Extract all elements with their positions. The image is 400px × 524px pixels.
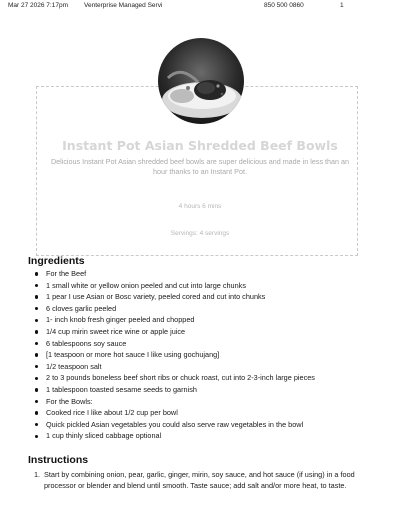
ingredient-item: 1 cup thinly sliced cabbage optional bbox=[34, 430, 315, 442]
step-text: Start by combining onion, pear, garlic, ginger, mirin, soy sauce, and hot sauce (if using) in a food processor or blender and blend until smooth. Taste sauce; add salt and/or more heat, to taste. bbox=[44, 470, 355, 490]
fax-page-number: 1 bbox=[340, 2, 344, 9]
ingredients-heading: Ingredients bbox=[28, 255, 85, 267]
ingredient-item: 1 tablespoon toasted sesame seeds to garnish bbox=[34, 384, 315, 396]
beef-bowl-photo-icon bbox=[158, 38, 244, 124]
instruction-step bbox=[34, 469, 370, 491]
recipe-servings: Servings: 4 servings bbox=[170, 230, 230, 237]
ingredient-item: 1 pear I use Asian or Bosc variety, peeled cored and cut into chunks bbox=[34, 291, 315, 303]
fax-date: Mar 27 2026 7:17pm bbox=[8, 2, 68, 9]
instructions-list bbox=[34, 469, 370, 491]
instructions-heading: Instructions bbox=[28, 454, 89, 466]
ingredients-list bbox=[34, 268, 315, 442]
recipe-time: 4 hours 6 mins bbox=[178, 203, 222, 210]
ingredient-item: For the Bowls: bbox=[34, 396, 315, 408]
recipe-description: Delicious Instant Pot Asian shredded beef bowls are super delicious and made in less than an hour thanks to an Instant Pot. bbox=[50, 157, 350, 176]
ingredient-item: Quick pickled Asian vegetables you could also serve raw vegetables in the bowl bbox=[34, 419, 315, 431]
ingredient-item: 1 small white or yellow onion peeled and cut into large chunks bbox=[34, 280, 315, 292]
recipe-title: Instant Pot Asian Shredded Beef Bowls bbox=[62, 138, 338, 153]
ingredient-item: 1/2 teaspoon salt bbox=[34, 361, 315, 373]
recipe-photo bbox=[158, 38, 244, 124]
ingredient-item: [1 teaspoon or more hot sauce I like using gochujang] bbox=[34, 349, 315, 361]
ingredient-item: 6 cloves garlic peeled bbox=[34, 303, 315, 315]
step-number: 1. bbox=[34, 470, 41, 479]
ingredient-item: Cooked rice I like about 1/2 cup per bowl bbox=[34, 407, 315, 419]
ingredient-item: 2 to 3 pounds boneless beef short ribs or chuck roast, cut into 2-3-inch large pieces bbox=[34, 372, 315, 384]
ingredient-item: 1- inch knob fresh ginger peeled and chopped bbox=[34, 314, 315, 326]
ingredient-item: 6 tablespoons soy sauce bbox=[34, 338, 315, 350]
fax-sender: Venterprise Managed Servi bbox=[84, 2, 163, 9]
ingredient-item: For the Beef bbox=[34, 268, 315, 280]
fax-phone: 850 500 0860 bbox=[264, 2, 304, 9]
fax-header bbox=[8, 2, 392, 12]
ingredient-item: 1/4 cup mirin sweet rice wine or apple juice bbox=[34, 326, 315, 338]
